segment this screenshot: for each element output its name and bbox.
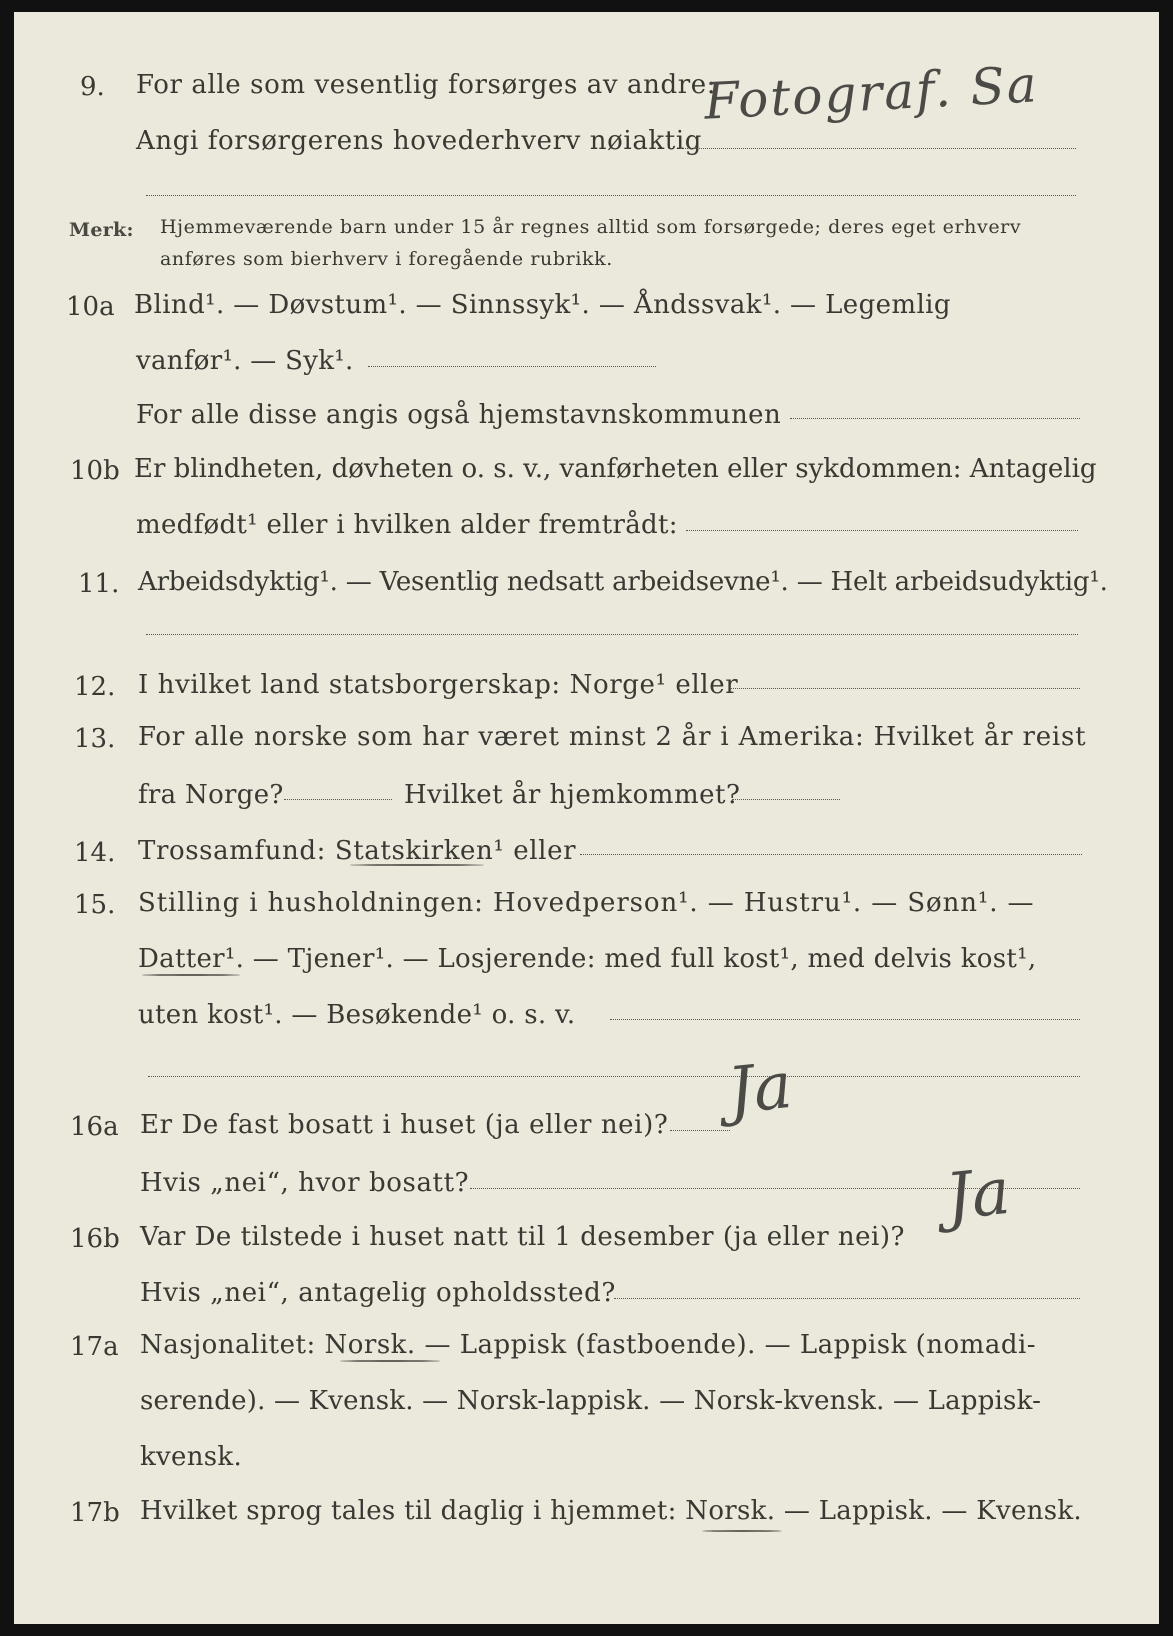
- q17a-line3: kvensk.: [140, 1442, 243, 1472]
- merk-line2: anføres som bierhverv i foregående rubrikk.: [160, 248, 613, 270]
- q13-line2b: Hvilket år hjemkommet?: [404, 780, 741, 810]
- q10a-line3: For alle disse angis også hjemstavnskommunen: [136, 400, 782, 430]
- q10a-line2: vanfør¹. — Syk¹.: [136, 346, 354, 376]
- q17b-number: 17b: [70, 1498, 120, 1528]
- q17b-norsk-underline: [702, 1530, 782, 1532]
- q10b-answer-line: [686, 530, 1078, 531]
- q16b-line1: Var De tilstede i huset natt til 1 desember (ja eller nei)?: [140, 1222, 905, 1252]
- q10a-syk-line: [368, 366, 656, 367]
- q13-line1: For alle norske som har været minst 2 år i Amerika: Hvilket år reist: [138, 722, 1087, 752]
- q15-answer-line: [610, 1019, 1080, 1020]
- q17b-line1: Hvilket sprog tales til daglig i hjemmet: Norsk. — Lappisk. — Kvensk.: [140, 1496, 1082, 1526]
- q10b-number: 10b: [70, 456, 120, 486]
- q11-number: 11.: [78, 569, 120, 599]
- q17a-line2: serende). — Kvensk. — Norsk-lappisk. — Norsk-kvensk. — Lappisk-: [140, 1386, 1042, 1416]
- q16a-line2: Hvis „nei“, hvor bosatt?: [140, 1168, 470, 1198]
- q14-number: 14.: [74, 838, 116, 868]
- q14-line1: Trossamfund: Statskirken¹ eller: [138, 836, 577, 866]
- q13-hjemkommet-line: [732, 799, 840, 800]
- q16b-line2: Hvis „nei“, antagelig opholdssted?: [140, 1278, 616, 1308]
- merk-label: Merk:: [69, 219, 134, 241]
- q17a-norsk-underline: [340, 1360, 440, 1362]
- q15-number: 15.: [74, 890, 116, 920]
- q9-answer-line: [680, 148, 1076, 149]
- q10b-line2: medfødt¹ eller i hvilken alder fremtrådt:: [136, 510, 678, 540]
- q15-line3: uten kost¹. — Besøkende¹ o. s. v.: [138, 1000, 576, 1030]
- q16a-handwritten-answer: Ja: [724, 1048, 796, 1130]
- q10a-hjemstavn-line: [790, 418, 1080, 419]
- q14-statskirken-underline: [350, 864, 484, 866]
- q15-extra-line: [148, 1076, 1080, 1077]
- q11-line1: Arbeidsdyktig¹. — Vesentlig nedsatt arbeidsevne¹. — Helt arbeidsudyktig¹.: [138, 567, 1108, 597]
- q17a-line1: Nasjonalitet: Norsk. — Lappisk (fastboende). — Lappisk (nomadi-: [140, 1330, 1037, 1360]
- q15-datter-underline: [142, 974, 240, 976]
- q10a-number: 10a: [66, 292, 115, 322]
- q14-answer-line: [580, 854, 1082, 855]
- q17a-number: 17a: [70, 1332, 119, 1362]
- q13-reist-line: [284, 799, 392, 800]
- q16a-answer-line: [670, 1130, 730, 1131]
- q9-extra-line: [146, 195, 1076, 196]
- census-form-page: [14, 12, 1159, 1624]
- q12-line1: I hvilket land statsborgerskap: Norge¹ eller: [138, 670, 739, 700]
- q16b-number: 16b: [70, 1224, 120, 1254]
- q9-line2: Angi forsørgerens hovederhverv nøiaktig: [136, 126, 702, 156]
- q9-handwritten-answer: Fotograf. Sa: [702, 55, 1040, 131]
- q11-answer-line: [146, 634, 1078, 635]
- merk-line1: Hjemmeværende barn under 15 år regnes alltid som forsørgede; deres eget erhverv: [160, 216, 1022, 238]
- q16a-number: 16a: [70, 1112, 119, 1142]
- q13-number: 13.: [74, 724, 116, 754]
- q15-line2: Datter¹. — Tjener¹. — Losjerende: med full kost¹, med delvis kost¹,: [138, 944, 1037, 974]
- q9-line1: For alle som vesentlig forsørges av andre:: [136, 70, 717, 100]
- q10a-line1: Blind¹. — Døvstum¹. — Sinnssyk¹. — Åndssvak¹. — Legemlig: [134, 290, 951, 320]
- q10b-line1: Er blindheten, døvheten o. s. v., vanførheten eller sykdommen: Antagelig: [134, 454, 1097, 484]
- q12-answer-line: [730, 688, 1080, 689]
- q16b-handwritten-answer: Ja: [942, 1154, 1014, 1236]
- q15-line1: Stilling i husholdningen: Hovedperson¹. — Hustru¹. — Sønn¹. —: [138, 888, 1035, 918]
- q9-number: 9.: [80, 72, 105, 102]
- q12-number: 12.: [74, 672, 116, 702]
- q16b-opholdssted-line: [614, 1298, 1080, 1299]
- q13-line2a: fra Norge?: [138, 780, 284, 810]
- q16a-line1: Er De fast bosatt i huset (ja eller nei)?: [140, 1110, 669, 1140]
